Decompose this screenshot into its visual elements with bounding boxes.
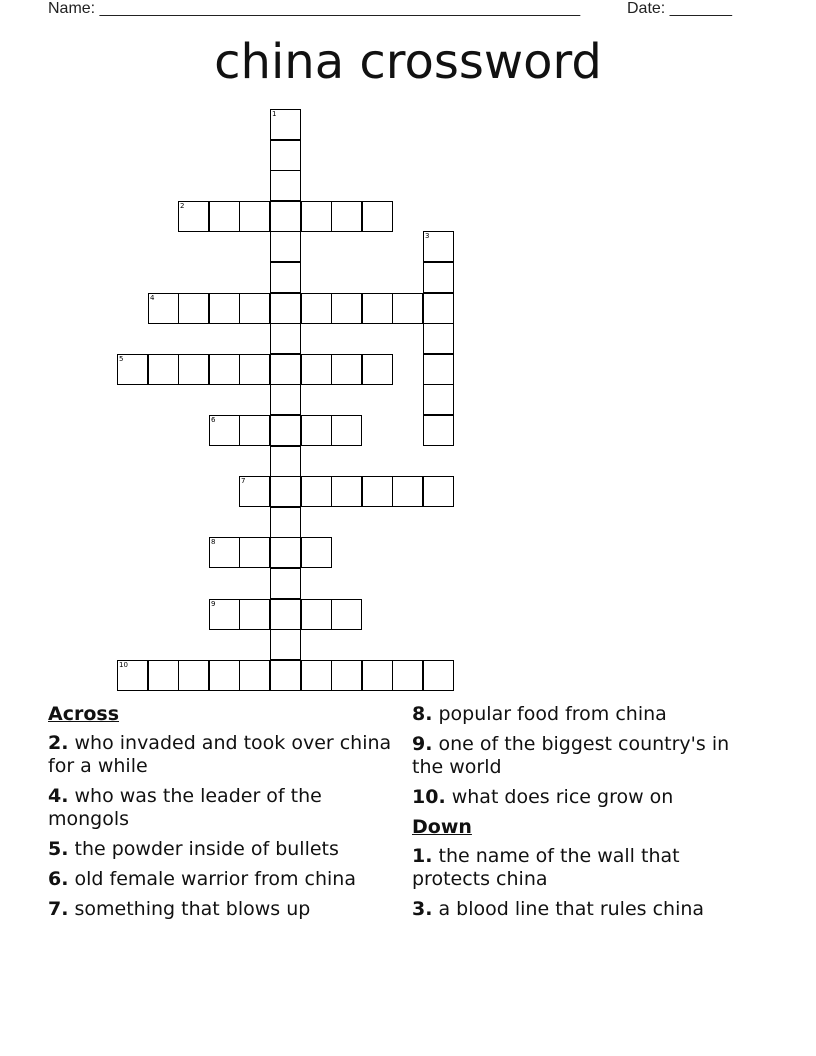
grid-cell[interactable] [209,537,240,568]
grid-cell[interactable] [423,262,454,293]
clue-text: who was the leader of the mongols [48,785,322,830]
grid-cell[interactable] [270,354,301,385]
grid-cell[interactable] [301,293,332,324]
grid-cell[interactable] [239,201,270,232]
clue-text: who invaded and took over china for a while [48,732,392,777]
grid-cell[interactable] [362,354,393,385]
grid-cell[interactable] [270,201,301,232]
grid-cell[interactable] [270,415,301,446]
clue-across-6 [48,868,393,891]
clue-across-7 [48,898,393,921]
clues-left-column [48,703,393,928]
clue-across-8 [412,703,757,726]
clue-across-10 [412,786,757,809]
grid-cell[interactable] [301,415,332,446]
clue-text: a blood line that rules china [438,898,705,920]
clue-across-5 [48,838,393,861]
grid-cell[interactable] [270,507,301,538]
clue-across-9 [412,733,757,779]
grid-cell[interactable] [178,354,209,385]
grid-cell[interactable] [270,384,301,415]
grid-cell[interactable] [178,660,209,691]
clues-right-column [412,703,757,928]
date-field[interactable]: Date: _______ [627,0,732,17]
clue-number: 3. [412,898,433,920]
grid-cell[interactable] [392,660,423,691]
clue-number: 4. [48,785,69,807]
across-heading: Across [48,703,120,725]
clue-text: something that blows up [74,898,311,920]
grid-cell[interactable] [239,537,270,568]
grid-cell[interactable] [148,293,179,324]
grid-cell[interactable] [270,231,301,262]
grid-cell[interactable] [423,660,454,691]
grid-cell[interactable] [239,660,270,691]
grid-cell[interactable] [239,415,270,446]
grid-cell[interactable] [270,476,301,507]
grid-cell[interactable] [331,660,362,691]
grid-cell[interactable] [423,476,454,507]
grid-cell[interactable] [178,293,209,324]
grid-cell[interactable] [270,599,301,630]
grid-cell[interactable] [331,293,362,324]
grid-cell[interactable] [423,354,454,385]
cell-number: 6 [211,416,216,424]
grid-cell[interactable] [362,201,393,232]
grid-cell[interactable] [270,629,301,660]
clue-across-2 [48,732,393,778]
grid-cell[interactable] [301,476,332,507]
grid-cell[interactable] [270,446,301,477]
cell-number: 7 [241,477,246,485]
grid-cell[interactable] [117,354,148,385]
grid-cell[interactable] [331,201,362,232]
grid-cell[interactable] [270,262,301,293]
clue-number: 5. [48,838,69,860]
clue-number: 6. [48,868,69,890]
grid-cell[interactable] [331,476,362,507]
grid-cell[interactable] [423,293,454,324]
grid-cell[interactable] [148,354,179,385]
grid-cell[interactable] [117,660,148,691]
grid-cell[interactable] [178,201,209,232]
cell-number: 2 [180,202,185,210]
clue-number: 10. [412,786,446,808]
cell-number: 9 [211,600,216,608]
grid-cell[interactable] [423,323,454,354]
cell-number: 5 [119,355,124,363]
cell-number: 4 [150,294,155,302]
grid-cell[interactable] [301,660,332,691]
clue-text: popular food from china [438,703,667,725]
grid-cell[interactable] [301,599,332,630]
grid-cell[interactable] [209,201,240,232]
down-heading: Down [412,816,472,838]
clue-text: what does rice grow on [451,786,674,808]
grid-cell[interactable] [331,354,362,385]
grid-cell[interactable] [331,415,362,446]
clue-down-3 [412,898,757,921]
grid-cell[interactable] [331,599,362,630]
name-field[interactable]: Name: ______________________________________________________ [48,0,581,17]
page-title: china crossword [214,34,602,90]
clue-across-4 [48,785,393,831]
grid-cell[interactable] [239,293,270,324]
grid-cell[interactable] [423,415,454,446]
cell-number: 1 [272,110,277,118]
clue-number: 2. [48,732,69,754]
grid-cell[interactable] [301,537,332,568]
clue-number: 7. [48,898,69,920]
clue-text: the powder inside of bullets [74,838,339,860]
grid-cell[interactable] [209,599,240,630]
grid-cell[interactable] [270,170,301,201]
grid-cell[interactable] [270,660,301,691]
grid-cell[interactable] [209,415,240,446]
grid-cell[interactable] [270,323,301,354]
grid-cell[interactable] [270,537,301,568]
grid-cell[interactable] [392,476,423,507]
grid-cell[interactable] [148,660,179,691]
grid-cell[interactable] [270,109,301,140]
grid-cell[interactable] [362,660,393,691]
grid-cell[interactable] [239,599,270,630]
clue-down-1 [412,845,757,891]
grid-cell[interactable] [423,384,454,415]
cell-number: 10 [119,661,128,669]
grid-cell[interactable] [270,140,301,171]
grid-cell[interactable] [209,354,240,385]
grid-cell[interactable] [301,201,332,232]
grid-cell[interactable] [239,476,270,507]
clue-text: one of the biggest country's in the world [412,733,730,778]
grid-cell[interactable] [423,231,454,262]
clue-number: 1. [412,845,433,867]
cell-number: 3 [425,232,430,240]
clue-text: old female warrior from china [74,868,356,890]
grid-cell[interactable] [270,293,301,324]
grid-cell[interactable] [392,293,423,324]
clue-number: 8. [412,703,433,725]
grid-cell[interactable] [301,354,332,385]
grid-cell[interactable] [209,293,240,324]
grid-cell[interactable] [362,476,393,507]
grid-cell[interactable] [362,293,393,324]
clue-number: 9. [412,733,433,755]
clue-text: the name of the wall that protects china [412,845,680,890]
cell-number: 8 [211,538,216,546]
grid-cell[interactable] [209,660,240,691]
grid-cell[interactable] [239,354,270,385]
grid-cell[interactable] [270,568,301,599]
